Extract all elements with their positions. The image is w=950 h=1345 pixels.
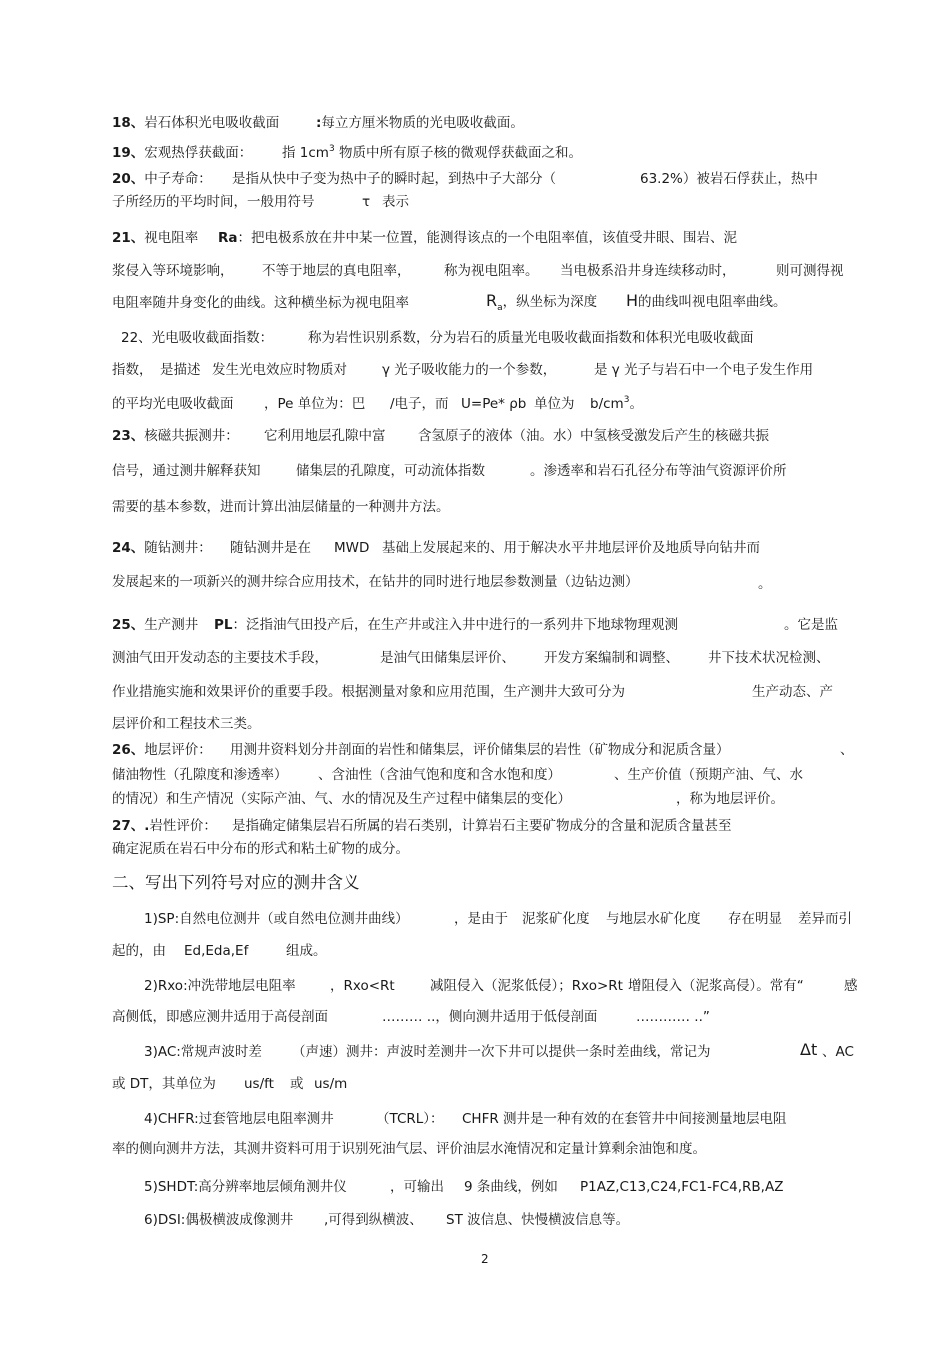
item-21-l2d: 当电极系沿井身连续移动时， [560,263,736,279]
item-21-l2a: 浆侵入等环境影响， [112,263,234,279]
item-24: 24、随钻测井： [112,540,212,556]
item-24-l1b: 随钻测井是在 [230,540,311,556]
symbol-ac-l2b: us/ft [244,1076,274,1092]
item-20-line2-end: 表示 [382,194,409,210]
symbol-ac-l2c: 或 [290,1076,304,1092]
item-26-l2c: 、生产价值（预期产油、气、水 [614,767,803,783]
symbol-chfr-l1c: （TCRL）： [376,1111,444,1127]
symbol-ac-delta-t: Δt [800,1040,818,1059]
item-20-line1-end: 63.2%）被岩石俘获止，热中 [640,171,818,187]
symbol-sp-l1e: 与地层水矿化度 [606,911,701,927]
symbol-sp: 1)SP:自然电位测井（或自然电位测井曲线） [144,911,409,927]
item-22-l2e: 是 γ 光子与岩石中一个电子发生作用 [594,362,814,378]
symbol-ac-l2a: 或 DT，其单位为 [112,1076,216,1092]
symbol-rxo-l2c: ………… ..” [636,1009,710,1025]
item-21-l3a: 电阻率随井身变化的曲线。这种横坐标为视电阻率 [112,295,409,311]
symbol-ac: 3)AC:常规声波时差 [144,1044,262,1060]
symbol-shdt: 5)SHDT:高分辨率地层倾角测井仪 [144,1179,347,1195]
symbol-chfr-l1d: CHFR 测井是一种有效的在套管井中间接测量地层电阻 [462,1111,787,1127]
item-21-l2c: 称为视电阻率。 [444,263,539,279]
item-24-l2a: 发展起来的一项新兴的测井综合应用技术，在钻井的同时进行地层参数测量（边钻边测） [112,574,639,590]
symbol-dsi-l1c: ,可得到纵横波、 [324,1212,423,1228]
item-22-l1b: 称为岩性识别系数，分为岩石的质量光电吸收截面指数和体积光电吸收截面 [308,330,754,346]
symbol-ac-l1e: 、AC [822,1044,854,1060]
item-25-l2b: 是油气田储集层评价、 [380,650,515,666]
item-27: 27、.岩性评价： [112,818,217,834]
item-25-l4a: 层评价和工程技术三类。 [112,716,261,732]
item-26: 26、地层评价： [112,742,212,758]
item-26-l1c: 、 [840,742,854,758]
item-22-l3b: ，Pe 单位为：巴 [264,396,366,412]
item-25-l3a: 作业措施实施和效果评价的重要手段。根据测量对象和应用范围，生产测井大致可分为 [112,684,625,700]
symbol-shdt-l1e: P1AZ,C13,C24,FC1-FC4,RB,AZ [580,1179,784,1195]
item-24-l2b: 。 [758,576,772,592]
item-22-l3c: /电子，而 [390,396,449,412]
item-20-line1: 是指从快中子变为热中子的瞬时起，到热中子大部分（ [232,171,556,187]
item-21: 21、视电阻率 [112,230,199,246]
item-20: 20、中子寿命： [112,171,212,187]
item-23-l2a: 信号，通过测井解释获知 [112,463,261,479]
item-25-l3b: 生产动态、产 [752,684,833,700]
item-18: 18、岩石体积光电吸收截面 [112,115,280,131]
item-24-l1c: MWD [334,540,370,556]
item-18-term: 岩石体积光电吸收截面 [144,115,280,131]
symbol-rxo: 2)Rxo:冲洗带地层电阻率 [144,978,296,994]
item-21-l2e: 则可测得视 [776,263,844,279]
symbol-ac-l1c: （声速）测井：声波时差测井一次下井可以提供一条时差曲线，常记为 [292,1044,711,1060]
item-26-l3b: ，称为地层评价。 [676,791,784,807]
symbol-rxo-l1f: 感 [844,978,858,994]
item-23-l1c: 含氢原子的液体（油。水）中氢核受激发后产生的核磁共振 [418,428,769,444]
item-22-l2b: 是描述 [160,362,201,378]
item-22-l2d: γ 光子吸收能力的一个参数， [382,362,557,378]
item-25-l2a: 测油气田开发动态的主要技术手段， [112,650,328,666]
symbol-sp-l1f: 存在明显 [728,911,782,927]
symbol-rxo-l1c: ，Rxo<Rt [330,978,395,994]
item-21-l2b: 不等于地层的真电阻率， [262,263,411,279]
section2-title: 二、写出下列符号对应的测井含义 [112,873,360,892]
item-18-def: :每立方厘米物质的光电吸收截面。 [316,115,524,131]
item-22-l2a: 指数， [112,362,153,378]
item-23-l3a: 需要的基本参数，进而计算出油层储量的一种测井方法。 [112,499,450,515]
item-23: 23、核磁共振测井： [112,428,239,444]
symbol-rxo-l1e: 增阻侵入（泥浆高侵）。常有“ [628,978,804,994]
symbol-sp-l2a: 起的，由 [112,943,166,959]
item-22-l2c: 发生光电效应时物质对 [212,362,347,378]
item-27-l1b: 是指确定储集层岩石所属的岩石类别，计算岩石主要矿物成分的含量和泥质含量甚至 [232,818,732,834]
symbol-sp-l1g: 差异而引 [798,911,852,927]
item-19: 19、宏观热俘获截面： [112,145,253,161]
symbol-dsi-l1d: ST 波信息、快慢横波信息等。 [446,1212,630,1228]
symbol-chfr-l2a: 率的侧向测井方法，其测井资料可用于识别死油气层、评价油层水淹情况和定量计算剩余油饱和度。 [112,1141,706,1157]
item-26-l2a: 储油物性（孔隙度和渗透率） [112,767,288,783]
item-23-l2b: 储集层的孔隙度，可动流体指数 [296,463,485,479]
page-number: 2 [481,1252,489,1266]
item-25-l2c: 开发方案编制和调整、 [544,650,679,666]
item-20-tau: τ [362,194,371,210]
item-21-r-symbol: $R_a$，纵坐标为深度 [486,291,598,313]
item-21-h-symbol: H的曲线叫视电阻率曲线。 [626,291,787,310]
item-26-l3a: 的情况）和生产情况（实际产油、气、水的情况及生产过程中储集层的变化） [112,791,571,807]
item-22: 22、光电吸收截面指数： [121,330,274,346]
item-22-l3f: $b/cm^3$。 [590,395,643,412]
item-23-l1b: 它利用地层孔隙中富 [264,428,386,444]
item-24-l1d: 基础上发展起来的、用于解决水平井地层评价及地质导向钻井而 [382,540,760,556]
item-21-line1: Ra：把电极系放在井中某一位置，能测得该点的一个电阻率值，该值受井眼、围岩、泥 [218,230,738,246]
item-25-l1b: PL：泛指油气田投产后，在生产井或注入井中进行的一系列井下地球物理观测 [214,617,678,633]
symbol-ac-l2d: us/m [314,1076,348,1092]
item-19-def: 指 $1cm^3$ 物质中所有原子核的微观俘获截面之和。 [282,144,582,161]
item-25-l2d: 井下技术状况检测、 [708,650,830,666]
symbol-sp-l1d: 泥浆矿化度 [522,911,590,927]
symbol-shdt-l1c: ，可输出 [390,1179,444,1195]
symbol-dsi: 6)DSI:偶极横波成像测井 [144,1212,294,1228]
item-22-l3e: 单位为 [534,396,575,412]
symbol-rxo-l2b: ……… ..，侧向测井适用于低侵剖面 [382,1009,598,1025]
symbol-sp-l2b: Ed,Eda,Ef [184,943,249,959]
item-27-l2a: 确定泥质在岩石中分布的形式和粘土矿物的成分。 [112,841,409,857]
symbol-sp-l1c: ，是由于 [454,911,508,927]
symbol-rxo-l1d: 减阻侵入（泥浆低侵）；Rxo>Rt [430,978,623,994]
symbol-chfr: 4)CHFR:过套管地层电阻率测井 [144,1111,334,1127]
item-25-l1d: 。它是监 [784,617,838,633]
symbol-sp-l2c: 组成。 [286,943,327,959]
item-26-l2b: 、含油性（含油气饱和度和含水饱和度） [318,767,561,783]
item-23-l2c: 。渗透率和岩石孔径分布等油气资源评价所 [530,463,787,479]
item-20-line2: 子所经历的平均时间，一般用符号 [112,194,315,210]
symbol-rxo-l2a: 高侧低，即感应测井适用于高侵剖面 [112,1009,328,1025]
symbol-shdt-l1d: 9 条曲线，例如 [464,1179,558,1195]
item-22-l3a: 的平均光电吸收截面 [112,396,234,412]
item-25: 25、生产测井 [112,617,199,633]
item-22-l3d: U=Pe* ρb [461,396,527,412]
item-26-l1b: 用测井资料划分井剖面的岩性和储集层，评价储集层的岩性（矿物成分和泥质含量） [230,742,730,758]
